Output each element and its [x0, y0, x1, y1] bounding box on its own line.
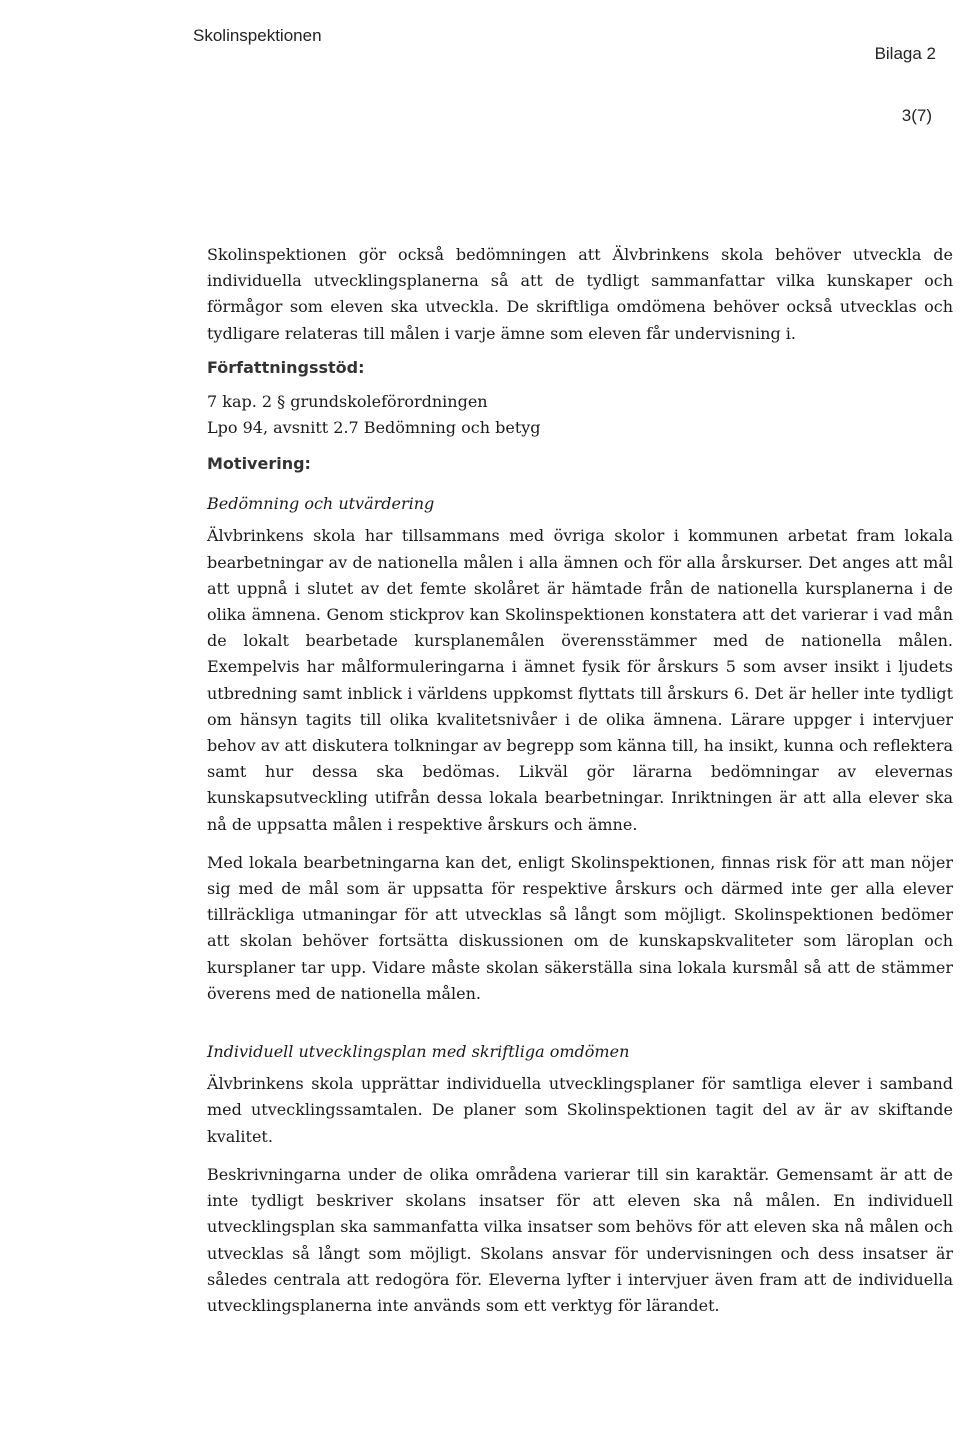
body-paragraph: Med lokala bearbetningarna kan det, enligt Skolinspektionen, finnas risk för att man nöjer sig med de mål som är uppsatta för respektive årskurs och därmed inte ger alla elever tillräckliga utmaningar för att utvecklas så långt som möjligt. Skolinspektionen bedömer att skolan behöver fortsätta diskussionen om de kunskapskvaliteter som läroplan och kursplaner tar upp. Vidare måste skolan säkerställa sina lokala kursmål så att de stämmer överens med de nationella målen.: [207, 852, 953, 1003]
reference-item: 7 kap. 2 § grundskoleförordningen: [207, 392, 488, 412]
body-paragraph: Beskrivningarna under de olika områdena varierar till sin karaktär. Gemensamt är att de inte tydligt beskriver skolans insatser för att eleven ska nå målen. En individuell utvecklingsplan ska sammanfatta vilka insatser som behövs för att eleven ska nå målen och utvecklas så långt som möjligt. Skolans ansvar för undervisningen och dess insatser är således centrala att redogöra för. Eleverna lyfter i intervjuer även fram att de individuella utvecklingsplanerna inte används som ett verktyg för lärandet.: [207, 1164, 953, 1315]
reference-list: [207, 389, 953, 441]
reference-item: Lpo 94, avsnitt 2.7 Bedömning och betyg: [207, 418, 541, 438]
document-body: [207, 242, 953, 1319]
body-paragraph: Älvbrinkens skola har tillsammans med övriga skolor i kommunen arbetat fram lokala bearbetningar av de nationella målen i alla ämnen och för alla årskurser. Det anges att mål att uppnå i slutet av det femte skolåret är hämtade från de nationella kursplanerna i de olika ämnena. Genom stickprov kan Skolinspektionen konstatera att det varierar i vad mån de lokalt bearbetade kursplanemålen överensstämmer med de nationella målen. Exempelvis har målformuleringarna i ämnet fysik för årskurs 5 som avser insikt i ljudets utbredning samt inblick i världens uppkomst flyttats till årskurs 6. Det är heller inte tydligt om hänsyn tagits till olika kvalitetsnivåer i de olika ämnena. Lärare uppger i intervjuer behov av att diskutera tolkningar av begrepp som känna till, ha insikt, kunna och reflektera samt hur dessa ska bedömas. Likväl gör lärarna bedömningar av elevernas kunskapsutveckling utifrån dessa lokala bearbetningar. Inriktningen är att alla elever ska nå de uppsatta målen i respektive årskurs och ämne.: [207, 526, 953, 834]
organization-name: Skolinspektionen: [193, 26, 322, 45]
body-paragraph: Älvbrinkens skola upprättar individuella utvecklingsplaner för samtliga elever i samband med utvecklingssamtalen. De planer som Skolinspektionen tagit del av är av skiftande kvalitet.: [207, 1074, 953, 1146]
intro-paragraph: Skolinspektionen gör också bedömningen att Älvbrinkens skola behöver utveckla de individuella utvecklingsplanerna så att de tydligt sammanfattar vilka kunskaper och förmågor som eleven ska utveckla. De skriftliga omdömena behöver också utvecklas och tydligare relateras till målen i varje ämne som eleven får undervisning i.: [207, 245, 953, 343]
section-subheading: Bedömning och utvärdering: [207, 494, 435, 514]
section-subheading: Individuell utvecklingsplan med skriftliga omdömen: [207, 1042, 630, 1062]
motivering-label: Motivering:: [207, 454, 311, 474]
attachment-label: Bilaga 2: [874, 44, 936, 63]
page-number: 3(7): [901, 106, 932, 125]
forfattningsstod-label: Författningsstöd:: [207, 357, 365, 377]
